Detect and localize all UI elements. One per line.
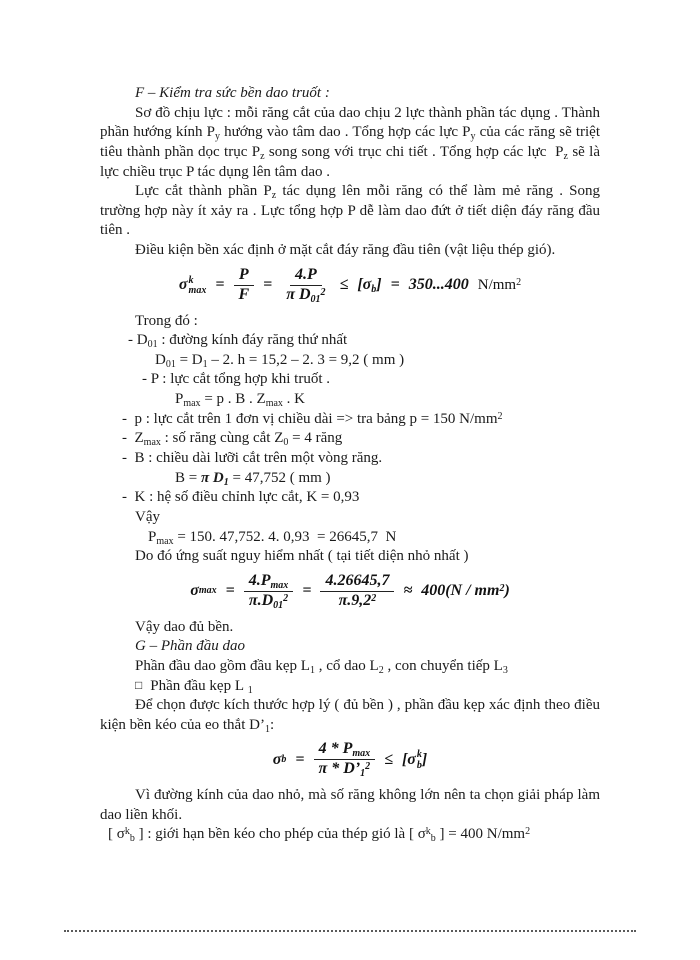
fraction-denominator: π $D_{01}^2$ [286, 285, 326, 305]
fraction-4pmax-over-pid1sq [314, 740, 376, 779]
sigma-glyph: σ [272, 750, 282, 768]
formula-strength-condition [100, 266, 600, 305]
equals-sign: = [302, 582, 312, 600]
fraction-numerator: $4.P_{max}$ [244, 572, 294, 592]
equals-sign: = [295, 750, 305, 768]
sigma-superscript: k [188, 274, 194, 286]
fraction-numerator: P [234, 266, 254, 286]
paragraph-dangerous-stress: Do đó ứng suất nguy hiểm nhất ( tại tiết diện nhỏ nhất ) [135, 548, 469, 565]
line-d01-calculation: $D_{01} = D_1 - 2$. h = 15,2 – 2. 3 = 9,2 ( mm ) [155, 351, 405, 370]
paragraph-clamp-sizing: Để chọn được kích thước hợp lý ( đủ bền ) , phần đầu kẹp xác định theo điều kiện bền kéo của eo thắt $D’_1$: [100, 697, 600, 735]
checkbox-bullet-icon: □ [135, 677, 143, 692]
leq-sign: ≤ [384, 750, 393, 768]
section-heading-f: F – Kiểm tra sức bền dao truốt : [135, 85, 330, 101]
fraction-denominator: F [238, 285, 250, 303]
fraction-numerator: 4.26645,7 [320, 572, 394, 592]
list-item-p-unit-force: - p : lực cắt trên 1 đơn vị chiều dài => tra bảng p = 150 $N/mm^2$ [122, 410, 503, 427]
label-vay: Vậy [135, 508, 160, 525]
equals-sign: = [390, 276, 400, 294]
label-trong-do: Trong đó : [135, 312, 198, 329]
equals-sign: = [263, 276, 273, 294]
list-item-d01-definition: - $D_{01}$ : đường kính đáy răng thứ nhất [128, 332, 348, 351]
paragraph-tool-head-parts: Phần đầu dao gồm đầu kẹp $L_1$ , cổ dao $L_2$ , con chuyển tiếp $L_3$ [135, 657, 508, 676]
fraction-denominator: π * $D’_1^2$ [318, 760, 371, 780]
sigma-supsub-stack [417, 750, 422, 771]
bracket-close: ] [421, 750, 428, 768]
page-footer-dotted-line [64, 930, 636, 932]
paragraph-allowable-tensile: [ $\sigma^k_b$ ] : giới hạn bền kéo cho phép của thép gió là [ $\sigma^k_b$ ] = 400 $N/mm^2$ [108, 826, 531, 845]
bullet-clamp-section [100, 677, 600, 697]
result-value: $400(N / mm^2)$ [421, 582, 510, 600]
fraction-numerator: 4.P [290, 266, 322, 286]
list-item-p-definition: - P : lực cắt tổng hợp khi truốt . [142, 371, 330, 388]
line-pmax-formula: $P_{max} = p$ . B . $Z_{max}$ . K [175, 391, 306, 410]
section-heading-g: G – Phần đầu dao [135, 638, 245, 655]
stress-unit: $N/mm^2$ [477, 276, 522, 293]
sigma-subscript: max [188, 285, 207, 297]
allowable-tensile-bracket [402, 749, 427, 770]
leq-sign: ≤ [339, 276, 349, 294]
list-item-zmax: - $Z_{max}$ : số răng cùng cắt $Z_0 = 4$ răng [122, 430, 343, 449]
line-b-calculation: B = π $D_1 = 47,752$ ( mm ) [175, 469, 331, 488]
sigma-superscript: k [416, 749, 422, 761]
list-item-k-coefficient: - K : hệ số điều chỉnh lực cắt, K = 0,93 [122, 489, 360, 506]
sigma-glyph: σ [190, 582, 199, 600]
sigma-max-symbol: σ max [190, 582, 217, 600]
allowable-stress-bracket: $[\sigma_b]$ [357, 276, 382, 296]
equals-sign: = [225, 582, 235, 600]
fraction-4pmax-over-pid01sq [244, 572, 294, 611]
approx-sign: ≈ [403, 582, 413, 600]
fraction-4p-over-pid01sq [281, 266, 330, 305]
line-conclusion-strength: Vậy dao đủ bền. [135, 618, 234, 635]
list-item-b-definition: - B : chiều dài lưỡi cắt trên một vòng răng. [122, 450, 383, 466]
fraction-numeric-values [320, 572, 394, 611]
paragraph-load-scheme: Sơ đồ chịu lực : mỗi răng cắt của dao chịu 2 lực thành phần tác dụng . Thành phần hướng kính $P_y$ hướng vào tâm dao . Tổng hợp các lực $P_y$ của các răng sẽ triệt tiêu thành phần dọc trục $P_z$ song song với trục chi tiết . Tổng hợp các lực $P_z$ sẽ là lực chiều trục P tác dụng lên tâm dao . [100, 104, 601, 180]
bullet-clamp-label: Phần đầu kẹp L $_1$ [150, 677, 253, 696]
paragraph-strength-condition: Điều kiện bền xác định ở mặt cắt đáy răng đầu tiên (vật liệu thép gió). [135, 242, 556, 259]
line-pmax-result: $P_{max} = 150$. 47,752. 4. 0,93 = 26645,7 N [148, 528, 397, 547]
sigma-max-k-symbol [179, 275, 206, 296]
sigma-b-symbol: σ b [272, 750, 287, 768]
fraction-p-over-f [233, 266, 254, 305]
fraction-denominator: $\pi.D_{01}^2$ [248, 591, 289, 611]
fraction-numerator: $4 * P_{max}$ [314, 740, 376, 760]
bracket-open: [ [401, 750, 408, 768]
paragraph-tooth-chipping: Lực cắt thành phần $P_z$ tác dụng lên mỗi răng có thể làm mẻ răng . Song trường hợp này ít xảy ra . Lực tổng hợp P dễ làm dao đứt ở tiết diện đáy răng đầu tiên . [100, 183, 600, 239]
sigma-glyph: σ [178, 276, 188, 294]
formula-clamp-strength [100, 740, 600, 779]
formula-max-stress [100, 572, 600, 611]
sigma-glyph: σ [407, 750, 416, 768]
allowable-stress-value: 350...400 [408, 276, 469, 294]
equals-sign: = [215, 276, 225, 294]
paragraph-solid-tool: Vì đường kính của dao nhỏ, mà số răng không lớn nên ta chọn giải pháp làm dao liền khối. [100, 787, 600, 823]
sigma-subscript: b [416, 759, 422, 771]
sigma-supsub-stack [189, 276, 207, 297]
fraction-denominator: π.9,2$^2$ [338, 591, 377, 609]
